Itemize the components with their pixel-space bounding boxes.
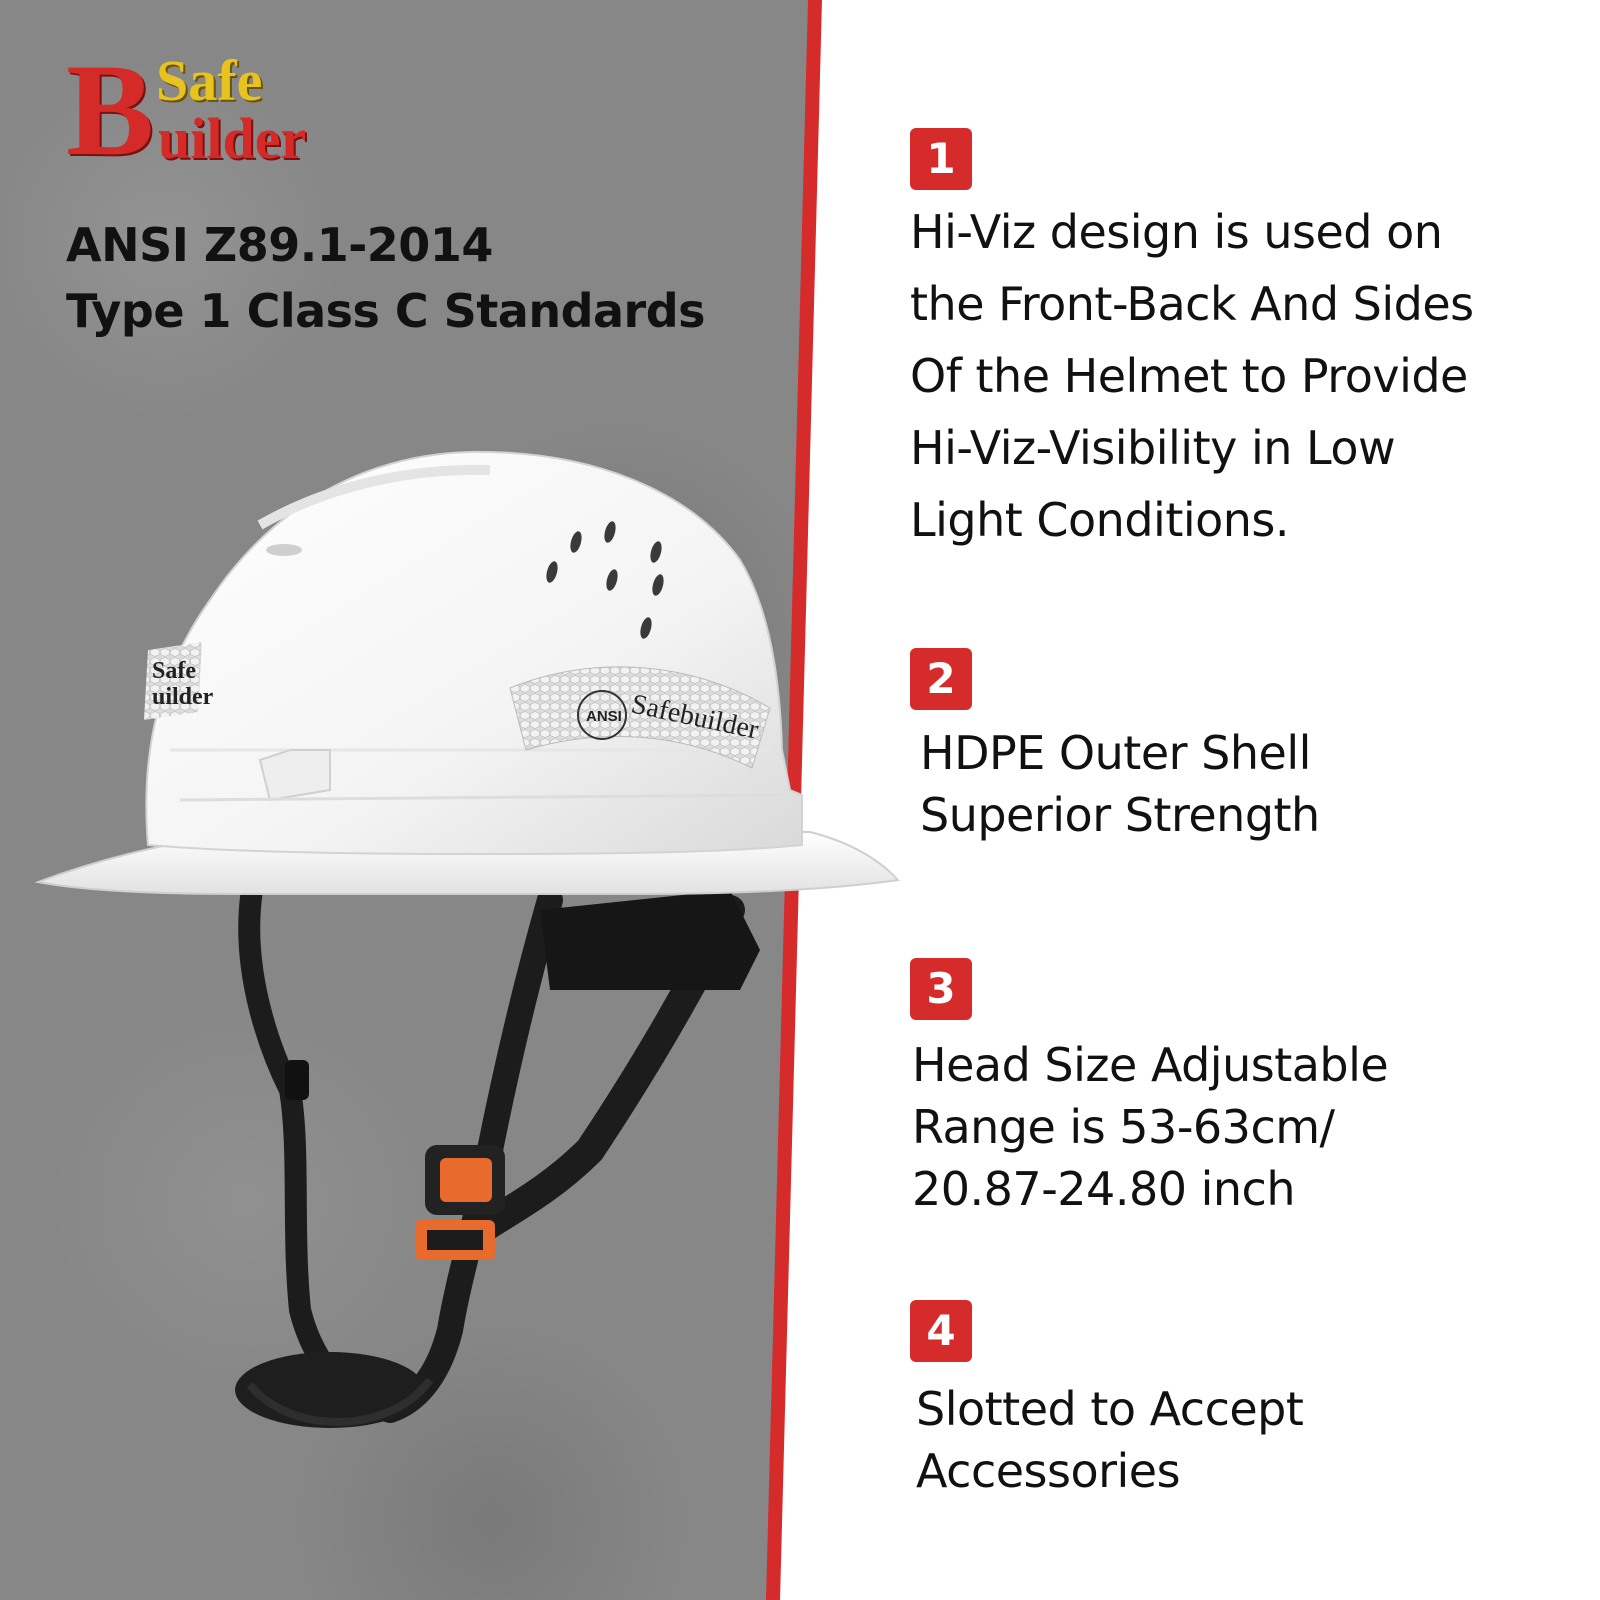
feature-4 [910, 1300, 1303, 1502]
decal-name: Safebuilder [628, 688, 762, 746]
feature-1-line: Of the Helmet to Provide [910, 349, 1468, 403]
feature-3 [910, 958, 1388, 1220]
helmet-shell [146, 452, 802, 854]
standards-heading [66, 212, 705, 344]
side-logo-builder: uilder [152, 684, 214, 710]
feature-2-number-badge: 2 [910, 648, 972, 710]
feature-3-number-badge: 3 [910, 958, 972, 1020]
feature-3-description [912, 1034, 1388, 1220]
standards-line-2: Type 1 Class C Standards [66, 284, 706, 338]
feature-4-description [916, 1378, 1303, 1502]
side-logo-safe: Safe [152, 658, 196, 684]
feature-2-line: Superior Strength [920, 788, 1320, 842]
feature-1-description [910, 196, 1474, 556]
logo-word-safe: Safe [156, 48, 263, 113]
standards-line-1: ANSI Z89.1-2014 [66, 218, 493, 272]
brand-logo [66, 36, 336, 183]
feature-4-line: Slotted to Accept [916, 1382, 1304, 1436]
feature-1-number-badge: 1 [910, 128, 972, 190]
feature-1-line: the Front-Back And Sides [910, 277, 1474, 331]
feature-3-line: Range is 53-63cm/ [912, 1100, 1335, 1154]
feature-2-description [920, 722, 1320, 846]
decal-prefix: ANSI [586, 708, 622, 725]
logo-initial: B [66, 36, 155, 183]
feature-4-line: Accessories [916, 1444, 1181, 1498]
hard-hat-illustration [30, 450, 910, 1450]
logo-word-builder: uilder [158, 106, 307, 171]
feature-2-line: HDPE Outer Shell [920, 726, 1311, 780]
adjustment-buckle [285, 1060, 505, 1260]
feature-1-line: Hi-Viz-Visibility in Low [910, 421, 1396, 475]
feature-3-line: Head Size Adjustable [912, 1038, 1389, 1092]
feature-4-number-badge: 4 [910, 1300, 972, 1362]
feature-1-line: Light Conditions. [910, 493, 1290, 547]
feature-3-line: 20.87-24.80 inch [912, 1162, 1295, 1216]
feature-1-line: Hi-Viz design is used on [910, 205, 1443, 259]
feature-1 [910, 128, 1474, 556]
feature-2 [910, 648, 1320, 846]
